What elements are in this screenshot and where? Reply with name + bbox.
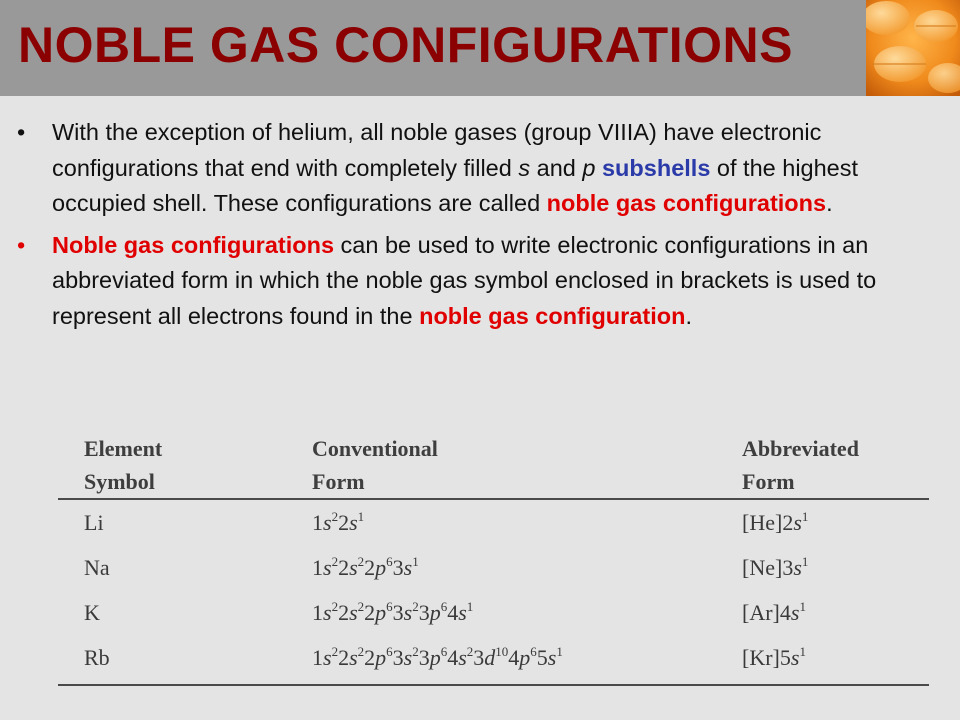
electron-count: 6 bbox=[386, 554, 393, 569]
subshell-letter: s bbox=[323, 600, 332, 625]
bullet-marker: • bbox=[17, 119, 26, 145]
electron-count: 2 bbox=[331, 644, 339, 659]
abbreviated-form-cell bbox=[742, 545, 808, 590]
conventional-form-cell bbox=[312, 500, 364, 545]
electron-count: 1 bbox=[466, 599, 474, 614]
subshell-letter: s bbox=[458, 645, 467, 670]
table-row bbox=[58, 545, 929, 590]
header-line: Symbol bbox=[84, 469, 155, 494]
table-row bbox=[58, 635, 929, 680]
subshell-letter: d bbox=[484, 645, 496, 670]
table-row bbox=[58, 590, 929, 635]
shell-number: 4 bbox=[779, 600, 791, 625]
header-conventional-form bbox=[312, 432, 438, 498]
element-symbol-cell: Rb bbox=[84, 645, 110, 670]
subshell-letter: p bbox=[429, 645, 441, 670]
conventional-form-cell bbox=[312, 635, 563, 680]
subshell-letter: s bbox=[349, 555, 358, 580]
conventional-form-cell bbox=[312, 590, 473, 635]
subshell-letter: p bbox=[429, 600, 441, 625]
subshell-letter: s bbox=[458, 600, 467, 625]
shell-number: 2 bbox=[338, 555, 350, 580]
bullet-text: and bbox=[530, 154, 583, 181]
table-row bbox=[58, 500, 929, 545]
shell-number: 3 bbox=[418, 645, 430, 670]
electron-count: 2 bbox=[357, 644, 365, 659]
title-bar bbox=[0, 0, 960, 96]
subshell-letter: s bbox=[323, 645, 332, 670]
table-bottom-rule bbox=[58, 684, 929, 686]
table-body bbox=[58, 500, 929, 680]
shell-number: 4 bbox=[447, 645, 459, 670]
bullet-text: of the highest occupied shell. These configurations are called bbox=[52, 154, 859, 216]
shell-number: 1 bbox=[312, 645, 323, 670]
electron-count: 2 bbox=[331, 509, 339, 524]
shell-number: 2 bbox=[364, 555, 376, 580]
abbreviated-form-cell bbox=[742, 590, 806, 635]
header-line: Conventional bbox=[312, 436, 438, 461]
shell-number: 2 bbox=[782, 510, 794, 535]
header-abbreviated-form bbox=[742, 432, 859, 498]
electron-count: 2 bbox=[412, 599, 419, 614]
shell-number: 2 bbox=[338, 510, 350, 535]
electron-count: 10 bbox=[495, 644, 509, 659]
electron-count: 2 bbox=[357, 554, 365, 569]
bullet-text-italic: p bbox=[582, 154, 596, 181]
conventional-form-cell bbox=[312, 545, 419, 590]
shell-number: 2 bbox=[364, 645, 376, 670]
subshell-letter: s bbox=[547, 645, 557, 670]
subshell-letter: s bbox=[793, 555, 802, 580]
shell-number: 5 bbox=[779, 645, 791, 670]
electron-count: 2 bbox=[331, 554, 339, 569]
electron-count: 2 bbox=[412, 644, 419, 659]
element-symbol-cell: Na bbox=[84, 555, 110, 580]
electron-count: 6 bbox=[386, 599, 393, 614]
electron-count: 6 bbox=[440, 599, 448, 614]
subshell-letter: s bbox=[403, 645, 413, 670]
corner-decoration-image bbox=[866, 0, 960, 96]
header-element-symbol bbox=[84, 432, 162, 498]
subshell-letter: s bbox=[403, 555, 413, 580]
subshell-letter: s bbox=[323, 510, 332, 535]
electron-count: 1 bbox=[412, 554, 419, 569]
subshell-letter: s bbox=[323, 555, 332, 580]
abbreviated-form-cell bbox=[742, 635, 806, 680]
electron-count: 1 bbox=[799, 599, 806, 614]
shell-number: 3 bbox=[473, 645, 485, 670]
bullet-item bbox=[14, 228, 942, 335]
subshell-letter: s bbox=[349, 645, 358, 670]
header-line: Form bbox=[312, 469, 365, 494]
shell-number: 3 bbox=[392, 600, 404, 625]
shell-number: 2 bbox=[338, 645, 350, 670]
configuration-table bbox=[58, 432, 929, 686]
highlight-term-red: noble gas configuration bbox=[419, 302, 686, 329]
highlight-term-red: Noble gas configurations bbox=[52, 231, 335, 258]
shell-number: 1 bbox=[312, 510, 323, 535]
subshell-letter: s bbox=[349, 600, 358, 625]
electron-count: 6 bbox=[440, 644, 448, 659]
subshell-letter: s bbox=[349, 510, 358, 535]
highlight-term-blue: subshells bbox=[601, 154, 711, 181]
header-line: Element bbox=[84, 436, 163, 461]
pills-image-icon bbox=[866, 0, 960, 96]
header-line: Form bbox=[742, 469, 795, 494]
electron-count: 2 bbox=[466, 644, 474, 659]
subshell-letter: p bbox=[519, 645, 531, 670]
highlight-term-red: noble gas configurations bbox=[546, 190, 827, 216]
shell-number: 2 bbox=[338, 600, 350, 625]
bullet-list bbox=[14, 115, 942, 340]
bullet-text: . bbox=[826, 190, 833, 216]
bullet-text: . bbox=[685, 302, 692, 329]
shell-number: 5 bbox=[536, 645, 548, 670]
electron-count: 2 bbox=[357, 599, 365, 614]
shell-number: 1 bbox=[312, 600, 323, 625]
noble-gas-core: [Ne] bbox=[742, 555, 783, 580]
electron-count: 1 bbox=[799, 644, 806, 659]
element-symbol-cell: Li bbox=[84, 510, 104, 535]
noble-gas-core: [Kr] bbox=[742, 645, 780, 670]
element-symbol-cell: K bbox=[84, 600, 100, 625]
subshell-letter: s bbox=[793, 510, 802, 535]
electron-count: 1 bbox=[801, 554, 809, 569]
subshell-letter: s bbox=[403, 600, 413, 625]
electron-count: 1 bbox=[357, 509, 365, 524]
subshell-letter: p bbox=[375, 645, 387, 670]
header-line: Abbreviated bbox=[742, 436, 859, 461]
shell-number: 3 bbox=[392, 555, 404, 580]
subshell-letter: p bbox=[375, 555, 387, 580]
electron-count: 1 bbox=[801, 509, 809, 524]
table-header bbox=[58, 432, 929, 500]
shell-number: 3 bbox=[782, 555, 794, 580]
noble-gas-core: [Ar] bbox=[742, 600, 780, 625]
shell-number: 3 bbox=[418, 600, 430, 625]
electron-count: 1 bbox=[556, 644, 563, 659]
subshell-letter: p bbox=[375, 600, 387, 625]
abbreviated-form-cell bbox=[742, 500, 808, 545]
shell-number: 2 bbox=[364, 600, 376, 625]
noble-gas-core: [He] bbox=[742, 510, 783, 535]
electron-count: 2 bbox=[331, 599, 339, 614]
bullet-item bbox=[14, 115, 942, 222]
electron-count: 6 bbox=[530, 644, 537, 659]
shell-number: 4 bbox=[447, 600, 459, 625]
subshell-letter: s bbox=[790, 600, 800, 625]
bullet-text: With the exception of helium, all noble gases (group VIIIA) have electronic configurations that end with completely filled bbox=[52, 119, 822, 181]
bullet-text-italic: s bbox=[518, 154, 531, 181]
bullet-text: can be used to write electronic configurations in an abbreviated form in which the noble gas symbol enclosed in brackets is used to represent all electrons found in the bbox=[52, 231, 877, 329]
electron-count: 6 bbox=[386, 644, 393, 659]
shell-number: 3 bbox=[392, 645, 404, 670]
subshell-letter: s bbox=[790, 645, 800, 670]
shell-number: 4 bbox=[508, 645, 520, 670]
shell-number: 1 bbox=[312, 555, 323, 580]
bullet-marker: • bbox=[17, 231, 26, 258]
slide-title: NOBLE GAS CONFIGURATIONS bbox=[18, 17, 793, 73]
